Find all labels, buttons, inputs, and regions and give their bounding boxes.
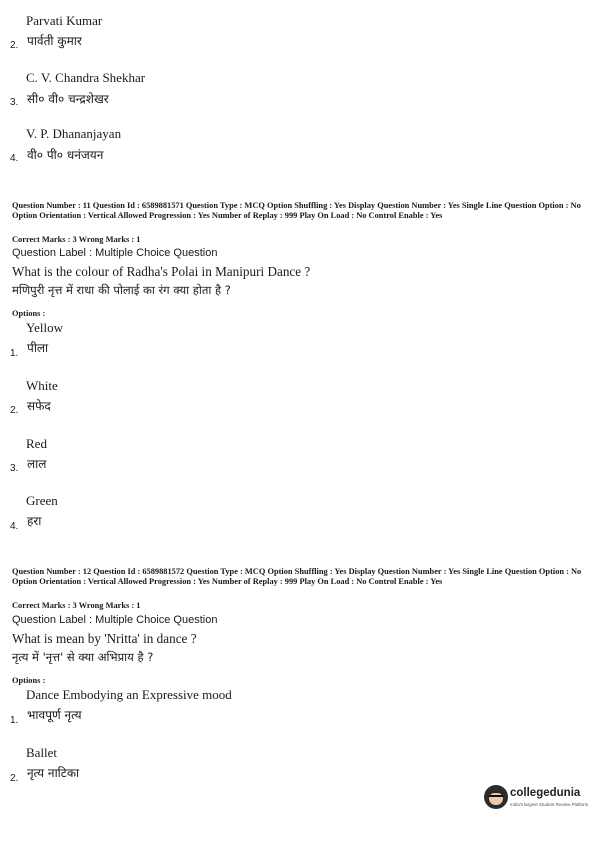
option-number: 3. (10, 97, 19, 108)
option-number: 2. (10, 773, 19, 784)
options-heading: Options : (12, 676, 46, 685)
question-text-hi: नृत्य में 'नृत्त' से क्या अभिप्राय है ? (12, 650, 154, 664)
option-text-hi: नृत्य नाटिका (27, 766, 80, 780)
option-text-en: C. V. Chandra Shekhar (26, 70, 146, 85)
option-text-hi: सी० वी० चन्द्रशेखर (27, 92, 109, 106)
option-number: 1. (10, 348, 19, 359)
option-text-en: Parvati Kumar (26, 13, 103, 28)
logo-tagline: India's largest Student Review Platform (510, 802, 589, 807)
options-heading: Options : (12, 309, 46, 318)
option-text-hi: भावपूर्ण नृत्य (27, 708, 82, 722)
option-text-en: Ballet (26, 745, 58, 760)
option-text-hi: लाल (27, 457, 47, 471)
option-number: 1. (10, 715, 19, 726)
collegedunia-logo (484, 784, 589, 812)
option-text-hi: पार्वती कुमार (27, 34, 82, 48)
question-marks: Correct Marks : 3 Wrong Marks : 1 (12, 601, 141, 610)
option-text-en: Yellow (26, 320, 63, 335)
logo-name: collegedunia (510, 787, 581, 799)
option-text-en: Green (26, 493, 58, 508)
mascot-icon (484, 785, 508, 809)
question-label: Question Label : Multiple Choice Question (12, 614, 218, 626)
option-number: 4. (10, 521, 19, 532)
option-text-en: V. P. Dhananjayan (26, 126, 122, 141)
question-meta: Question Number : 12 Question Id : 6589881572 Question Type : MCQ Option Shuffling : Yes Display Question Number : Yes Single Line Question Option : No Option Orientation : Vertical Allowed Progression : Yes Number of Replay : 999 Play On Load : No Control Enable : Yes (12, 567, 582, 586)
option-text-en: Red (26, 436, 47, 451)
option-text-hi: पीला (27, 341, 49, 355)
option-number: 3. (10, 463, 19, 474)
option-number: 2. (10, 405, 19, 416)
option-text-hi: सफेद (27, 399, 51, 413)
option-text-en: Dance Embodying an Expressive mood (26, 687, 232, 702)
question-marks: Correct Marks : 3 Wrong Marks : 1 (12, 235, 141, 244)
question-text-en: What is mean by 'Nritta' in dance ? (12, 631, 197, 646)
question-text-en: What is the colour of Radha's Polai in Manipuri Dance ? (12, 264, 311, 279)
question-meta: Question Number : 11 Question Id : 6589881571 Question Type : MCQ Option Shuffling : Yes Display Question Number : Yes Single Line Question Option : No Option Orientation : Vertical Allowed Progression : Yes Number of Replay : 999 Play On Load : No Control Enable : Yes (12, 201, 581, 220)
question-text-hi: मणिपुरी नृत्त में राधा की पोलाई का रंग क्या होता है ? (12, 283, 231, 297)
option-text-hi: हरा (27, 514, 42, 528)
option-number: 4. (10, 153, 19, 164)
option-text-en: White (26, 378, 58, 393)
option-number: 2. (10, 40, 19, 51)
question-label: Question Label : Multiple Choice Question (12, 247, 218, 259)
option-text-hi: वी० पी० धनंजयन (27, 148, 104, 162)
